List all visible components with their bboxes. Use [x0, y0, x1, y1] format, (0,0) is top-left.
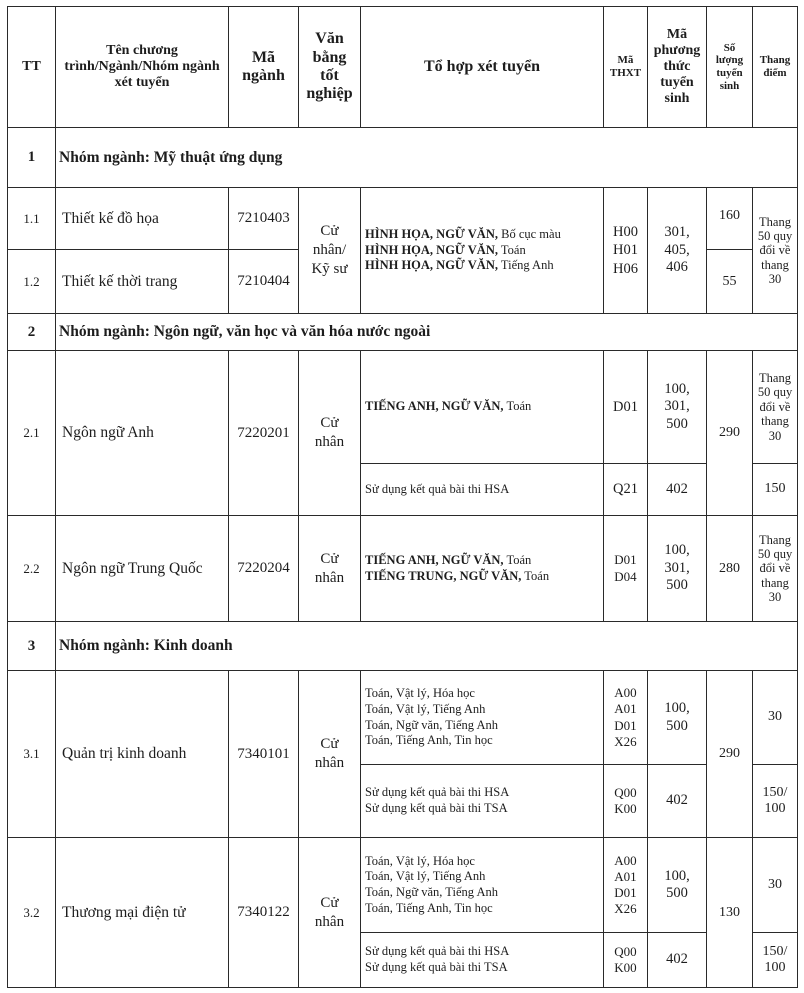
combination-cell: TIẾNG ANH, NGỮ VĂN, Toán TIẾNG TRUNG, NGỮ VĂN, Toán [361, 516, 604, 622]
row-number: 1.1 [8, 188, 56, 250]
degree-cell: Cử nhân [299, 671, 361, 838]
major-code: 7340122 [229, 838, 299, 988]
method-code-cell: 100, 301, 500 [648, 351, 707, 464]
program-name: Thương mại điện tử [56, 838, 229, 988]
row-number: 2.1 [8, 351, 56, 516]
quota-cell: 290 [707, 671, 753, 838]
group-row-3 [8, 622, 798, 671]
group-row-1 [8, 128, 798, 188]
header-major-code: Mã ngành [229, 7, 299, 128]
major-code: 7340101 [229, 671, 299, 838]
header-tt: TT [8, 7, 56, 128]
combination-cell: Toán, Vật lý, Hóa học Toán, Vật lý, Tiếng Anh Toán, Ngữ văn, Tiếng Anh Toán, Tiếng Anh, Tin học [361, 671, 604, 765]
combination-cell: Sử dụng kết quả bài thi HSA Sử dụng kết quả bài thi TSA [361, 765, 604, 838]
header-combination: Tổ hợp xét tuyển [361, 7, 604, 128]
scale-cell: Thang 50 quy đổi về thang 30 [753, 516, 798, 622]
combination-cell: Sử dụng kết quả bài thi HSA [361, 464, 604, 516]
table-row [8, 351, 798, 464]
degree-cell: Cử nhân [299, 838, 361, 988]
quota-cell: 160 [707, 188, 753, 250]
major-code: 7210403 [229, 188, 299, 250]
quota-cell: 290 [707, 351, 753, 516]
row-number: 2.2 [8, 516, 56, 622]
scale-cell: 150/ 100 [753, 765, 798, 838]
method-code-cell: 402 [648, 933, 707, 988]
thxt-code-cell: Q21 [604, 464, 648, 516]
admissions-table [7, 6, 798, 988]
method-code-cell: 402 [648, 464, 707, 516]
row-number: 1.2 [8, 250, 56, 314]
method-code-cell: 100, 500 [648, 671, 707, 765]
header-degree: Văn bằng tốt nghiệp [299, 7, 361, 128]
header-thxt-code: Mã THXT [604, 7, 648, 128]
degree-cell: Cử nhân/ Kỹ sư [299, 188, 361, 314]
header-quota: Số lượng tuyển sinh [707, 7, 753, 128]
program-name: Ngôn ngữ Trung Quốc [56, 516, 229, 622]
scale-cell: Thang 50 quy đổi về thang 30 [753, 351, 798, 464]
group-number: 3 [8, 622, 56, 671]
scale-cell: 150/ 100 [753, 933, 798, 988]
table-row [8, 671, 798, 765]
group-number: 1 [8, 128, 56, 188]
combination-cell: Sử dụng kết quả bài thi HSA Sử dụng kết quả bài thi TSA [361, 933, 604, 988]
scale-cell: 30 [753, 671, 798, 765]
header-method-code: Mã phương thức tuyển sinh [648, 7, 707, 128]
combination-cell: TIẾNG ANH, NGỮ VĂN, Toán [361, 351, 604, 464]
header-row [8, 7, 798, 128]
quota-cell: 55 [707, 250, 753, 314]
group-number: 2 [8, 314, 56, 351]
program-name: Ngôn ngữ Anh [56, 351, 229, 516]
thxt-code-cell: Q00 K00 [604, 933, 648, 988]
group-name: Nhóm ngành: Ngôn ngữ, văn học và văn hóa nước ngoài [56, 314, 798, 351]
program-name: Quản trị kinh doanh [56, 671, 229, 838]
scale-cell: Thang 50 quy đổi về thang 30 [753, 188, 798, 314]
major-code: 7220201 [229, 351, 299, 516]
table-row [8, 188, 798, 250]
header-program: Tên chương trình/Ngành/Nhóm ngành xét tuyển [56, 7, 229, 128]
method-code-cell: 100, 500 [648, 838, 707, 933]
group-name: Nhóm ngành: Mỹ thuật ứng dụng [56, 128, 798, 188]
thxt-code-cell: H00 H01 H06 [604, 188, 648, 314]
degree-cell: Cử nhân [299, 516, 361, 622]
method-code-cell: 402 [648, 765, 707, 838]
program-name: Thiết kế thời trang [56, 250, 229, 314]
thxt-code-cell: A00 A01 D01 X26 [604, 838, 648, 933]
thxt-code-cell: D01 [604, 351, 648, 464]
header-scale: Thang điểm [753, 7, 798, 128]
row-number: 3.2 [8, 838, 56, 988]
scale-cell: 30 [753, 838, 798, 933]
method-code-cell: 100, 301, 500 [648, 516, 707, 622]
scale-cell: 150 [753, 464, 798, 516]
row-number: 3.1 [8, 671, 56, 838]
table-row [8, 838, 798, 933]
thxt-code-cell: Q00 K00 [604, 765, 648, 838]
combination-cell: HÌNH HỌA, NGỮ VĂN, Bố cục màu HÌNH HỌA, NGỮ VĂN, Toán HÌNH HỌA, NGỮ VĂN, Tiếng Anh [361, 188, 604, 314]
combination-cell: Toán, Vật lý, Hóa học Toán, Vật lý, Tiếng Anh Toán, Ngữ văn, Tiếng Anh Toán, Tiếng Anh, Tin học [361, 838, 604, 933]
table-row [8, 516, 798, 622]
quota-cell: 130 [707, 838, 753, 988]
quota-cell: 280 [707, 516, 753, 622]
program-name: Thiết kế đồ họa [56, 188, 229, 250]
group-row-2 [8, 314, 798, 351]
major-code: 7220204 [229, 516, 299, 622]
thxt-code-cell: D01 D04 [604, 516, 648, 622]
major-code: 7210404 [229, 250, 299, 314]
method-code-cell: 301, 405, 406 [648, 188, 707, 314]
group-name: Nhóm ngành: Kinh doanh [56, 622, 798, 671]
thxt-code-cell: A00 A01 D01 X26 [604, 671, 648, 765]
degree-cell: Cử nhân [299, 351, 361, 516]
